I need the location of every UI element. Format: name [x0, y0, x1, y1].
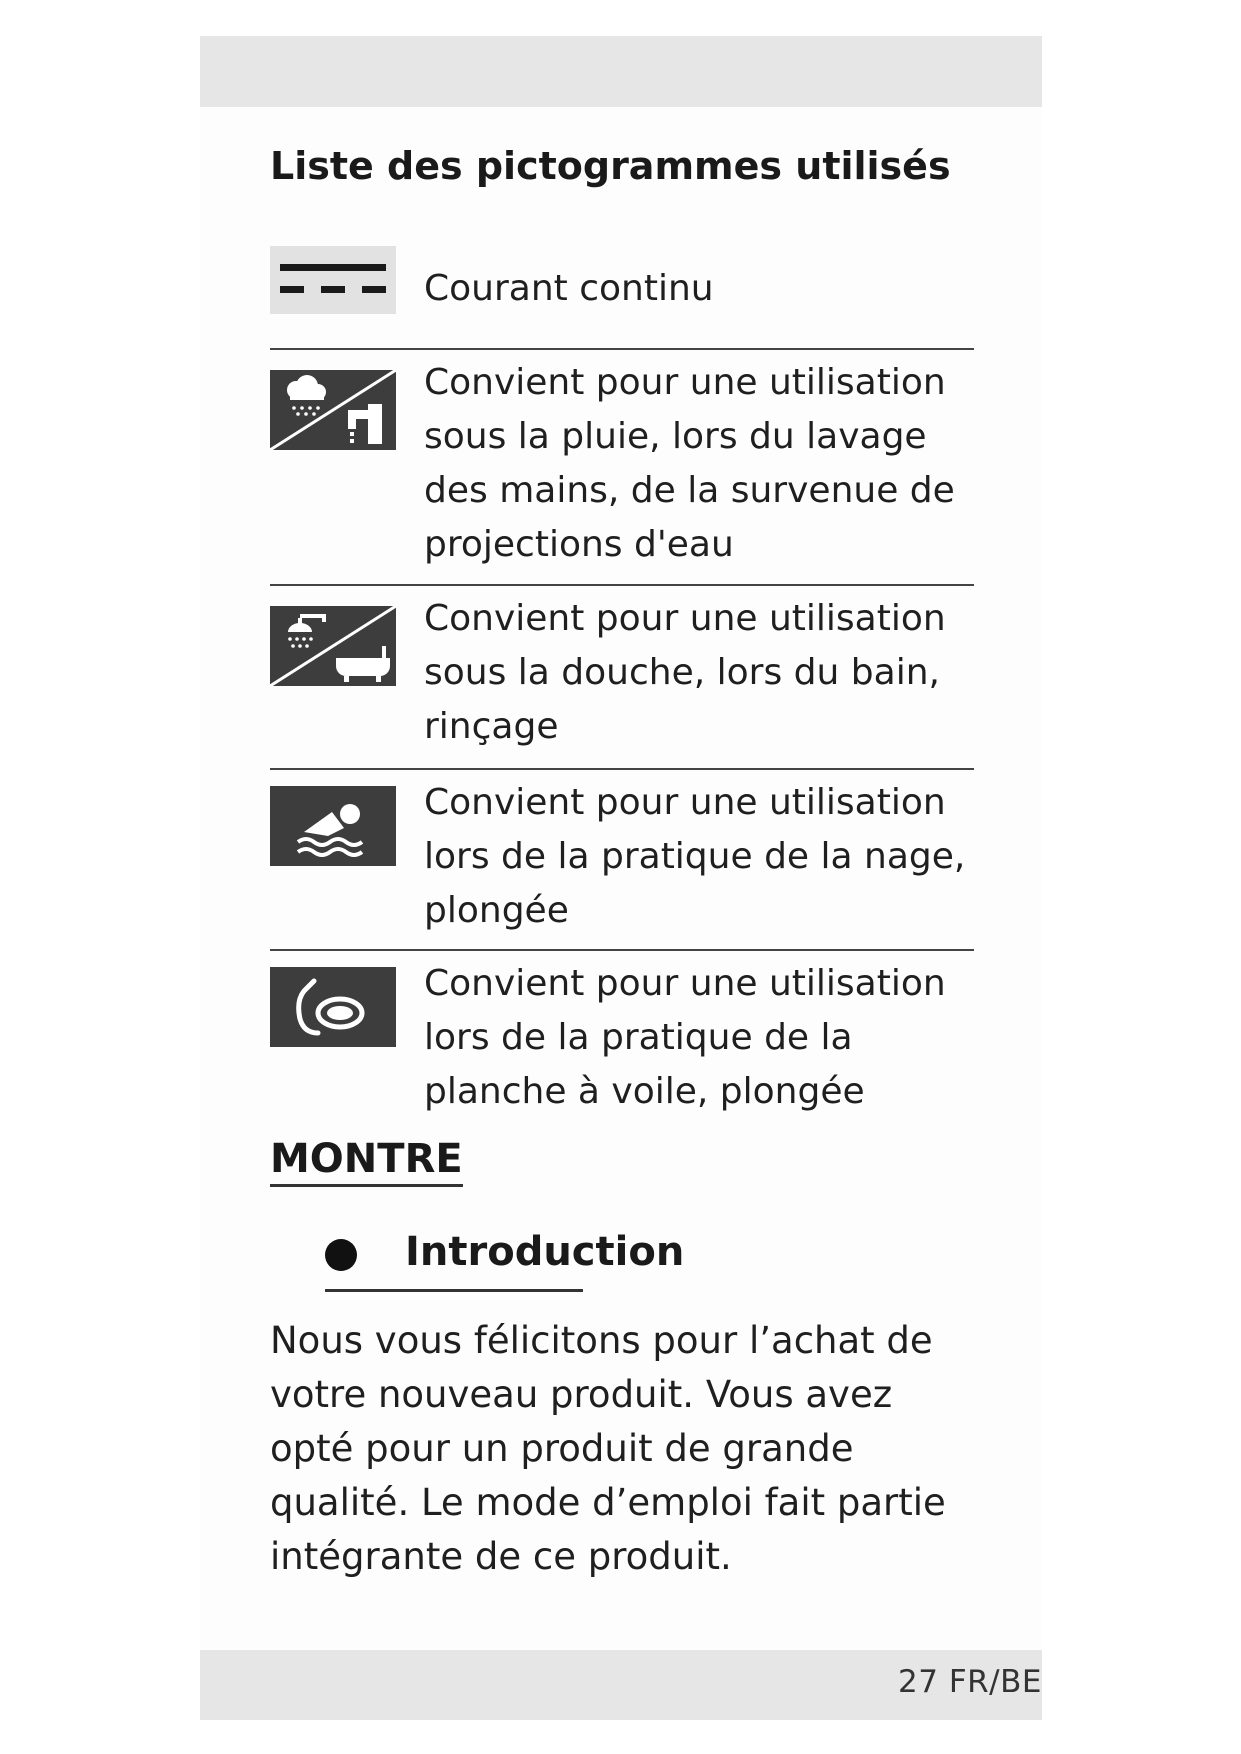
- pictogram-row: [270, 226, 974, 350]
- page-number: 27 FR/BE: [898, 1664, 1042, 1700]
- header-band: [200, 36, 1042, 107]
- bullet-icon: [325, 1239, 357, 1271]
- manual-page: [200, 36, 1042, 1720]
- subsection-title: Introduction: [405, 1229, 685, 1275]
- pictogram-description: Convient pour une utilisation sous la douche, lors du bain, rinçage: [424, 598, 946, 747]
- rain-tap-icon: [270, 370, 396, 450]
- pictogram-row: [270, 586, 974, 770]
- subsection-heading: [325, 1229, 685, 1292]
- shower-bath-icon: [270, 606, 396, 686]
- pictogram-row: [270, 770, 974, 951]
- pictogram-list-heading: Liste des pictogrammes utilisés: [270, 144, 951, 188]
- pictogram-description: Convient pour une utilisation sous la pluie, lors du lavage des mains, de la survenue de projections d'eau: [424, 362, 955, 565]
- snorkel-icon: [270, 967, 396, 1047]
- pictogram-description: Courant continu: [424, 268, 714, 309]
- pictogram-description: Convient pour une utilisation lors de la pratique de la nage, plongée: [424, 782, 966, 931]
- section-title: MONTRE: [270, 1136, 463, 1187]
- intro-paragraph: Nous vous félicitons pour l’achat de votre nouveau produit. Vous avez opté pour un produit de grande qualité. Le mode d’emploi fait partie intégrante de ce produit.: [270, 1319, 946, 1578]
- pictogram-table: [270, 226, 974, 1121]
- pictogram-row: [270, 350, 974, 586]
- dc-current-icon: [270, 246, 396, 314]
- swimming-icon: [270, 786, 396, 866]
- footer-band: [200, 1650, 1042, 1720]
- pictogram-description: Convient pour une utilisation lors de la pratique de la planche à voile, plongée: [424, 963, 946, 1112]
- pictogram-row: [270, 951, 974, 1121]
